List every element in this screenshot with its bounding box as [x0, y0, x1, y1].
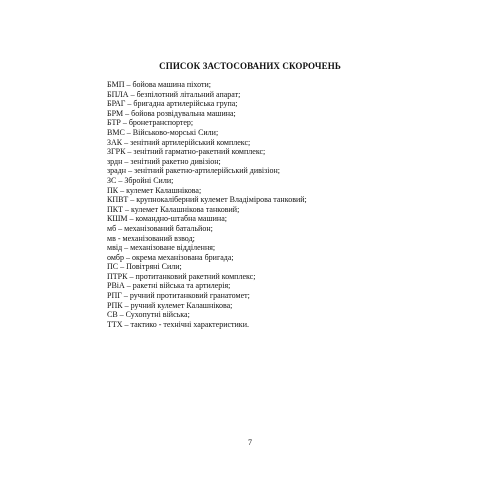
abbreviation-item: ЗАК – зенітний артилерійський комплекс; [107, 137, 251, 147]
page-number: 7 [248, 438, 252, 447]
abbreviation-item: зрдн – зенітний ракетно дивізіон; [107, 156, 221, 166]
abbreviation-item: ПС – Повітряні Сили; [107, 262, 182, 272]
abbreviation-item: КШМ – командно-штабна машина; [107, 214, 227, 224]
abbreviation-item: ТТХ – тактико - технічні характеристики. [107, 319, 249, 329]
abbreviation-item: РПК – ручний кулемет Калашнікова; [107, 300, 233, 310]
abbreviation-item: РВіА – ракетні війська та артилерія; [107, 281, 231, 291]
abbreviation-list [107, 80, 307, 329]
abbreviation-item: БРМ – бойова розвідувальна машина; [107, 108, 236, 118]
abbreviation-item: РПГ – ручний протитанковий гранатомет; [107, 291, 250, 301]
abbreviation-item: БРАГ – бригадна артилерійська група; [107, 99, 238, 109]
abbreviation-item: СВ – Сухопутні війська; [107, 310, 190, 320]
abbreviation-item: ЗГРК – зенітний гарматно-ракетний комплекс; [107, 147, 266, 157]
abbreviation-item: зрадн – зенітний ракетно-артилерійський дивізіон; [107, 166, 281, 176]
abbreviation-item: ЗС – Збройні Сили; [107, 175, 174, 185]
abbreviation-item: БТР – бронетранспортер; [107, 118, 194, 128]
abbreviation-item: мвід – механізоване відділення; [107, 243, 216, 253]
abbreviation-item: мв - механізований взвод; [107, 233, 195, 243]
abbreviation-item: БМП – бойова машина піхоти; [107, 80, 211, 89]
abbreviation-item: ПТРК – протитанковий ракетний комплекс; [107, 271, 256, 281]
abbreviation-item: КПВТ – крупнокаліберний кулемет Владімірова танковий; [107, 195, 307, 205]
page-title: СПИСОК ЗАСТОСОВАНИХ СКОРОЧЕНЬ [159, 61, 341, 71]
abbreviation-item: БПЛА – безпілотний літальний апарат; [107, 89, 241, 99]
abbreviation-item: омбр – окрема механізована бригада; [107, 252, 234, 262]
abbreviation-item: ПК – кулемет Калашнікова; [107, 185, 202, 195]
abbreviation-item: ПКТ – кулемет Калашнікова танковий; [107, 204, 240, 214]
abbreviation-item: мб – механізований батальйон; [107, 223, 213, 233]
abbreviation-item: ВМС – Військово-морські Сили; [107, 127, 219, 137]
